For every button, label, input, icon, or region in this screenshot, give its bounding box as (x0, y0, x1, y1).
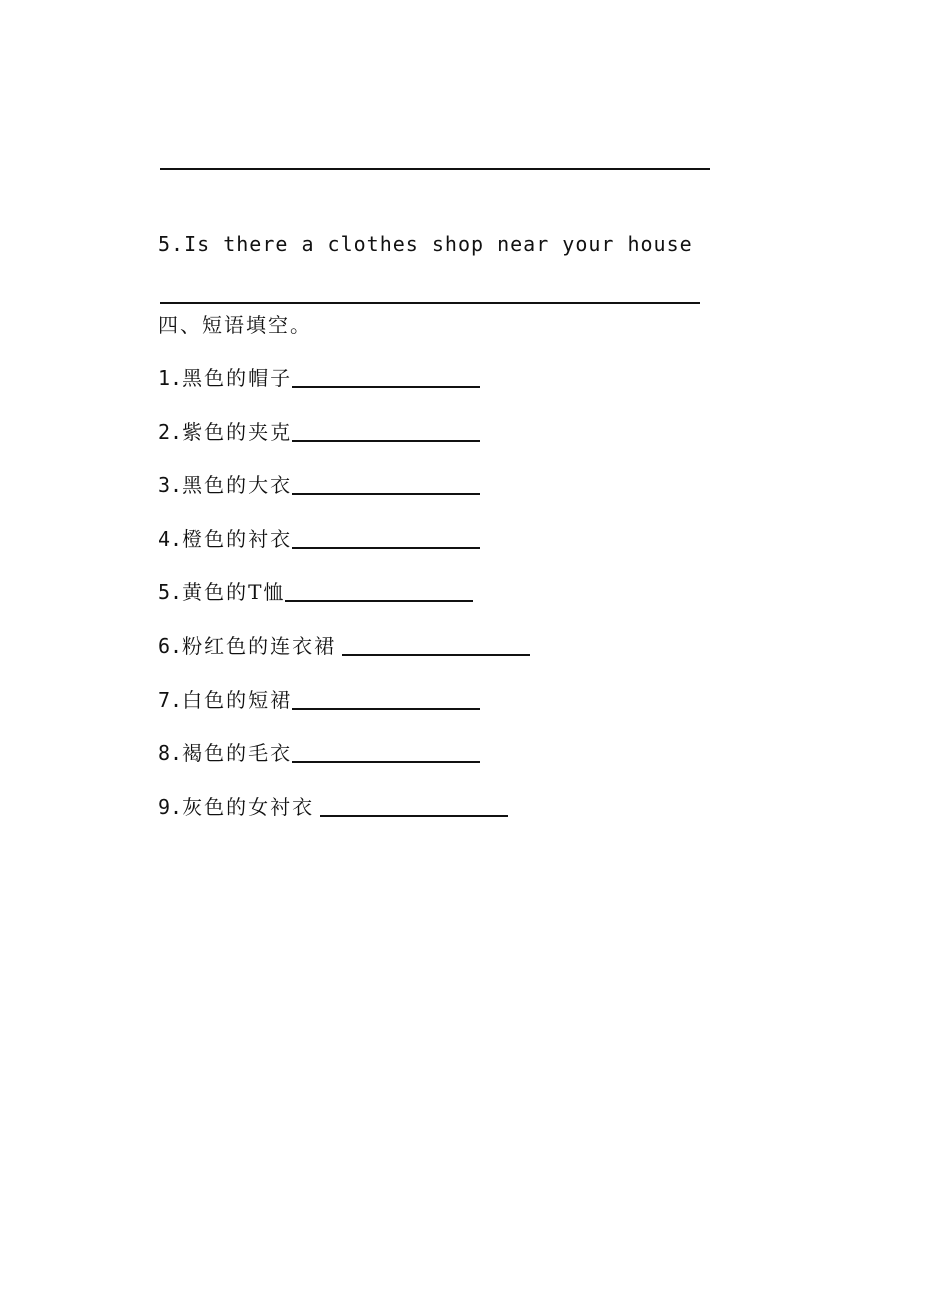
section-heading: 四、短语填空。 (158, 313, 312, 337)
answer-blank[interactable] (292, 761, 480, 763)
list-item (158, 632, 530, 660)
list-item (158, 364, 480, 392)
answer-blank[interactable] (285, 600, 473, 602)
list-item (158, 739, 480, 767)
answer-blank[interactable] (320, 815, 508, 817)
item-number: 3. (158, 473, 183, 497)
answer-blank[interactable] (292, 386, 480, 388)
answer-blank[interactable] (292, 547, 480, 549)
item-phrase: 褐色的毛衣 (182, 741, 293, 765)
answer-line-5[interactable] (160, 302, 700, 304)
item-number: 2. (158, 420, 183, 444)
item-phrase: 黑色的帽子 (182, 366, 293, 390)
list-item (158, 418, 480, 446)
answer-blank[interactable] (292, 708, 480, 710)
item-number: 5. (158, 580, 183, 604)
item-phrase: 黄色的T恤 (182, 580, 286, 604)
answer-blank[interactable] (292, 493, 480, 495)
list-item (158, 525, 480, 553)
item-number: 8. (158, 741, 183, 765)
answer-blank[interactable] (292, 440, 480, 442)
list-item (158, 686, 480, 714)
item-number: 6. (158, 634, 183, 658)
item-number: 9. (158, 795, 183, 819)
item-phrase: 灰色的女衬衣 (182, 795, 315, 819)
list-item (158, 793, 508, 821)
item-phrase: 黑色的大衣 (182, 473, 293, 497)
item-phrase: 橙色的衬衣 (182, 527, 293, 551)
item-phrase: 紫色的夹克 (182, 420, 293, 444)
item-phrase: 白色的短裙 (182, 688, 293, 712)
list-item (158, 578, 473, 606)
item-number: 4. (158, 527, 183, 551)
answer-blank[interactable] (342, 654, 530, 656)
question-5-text: 5.Is there a clothes shop near your house (158, 232, 693, 256)
answer-line-4[interactable] (160, 168, 710, 170)
item-number: 7. (158, 688, 183, 712)
item-number: 1. (158, 366, 183, 390)
item-phrase: 粉红色的连衣裙 (182, 634, 337, 658)
list-item (158, 471, 480, 499)
